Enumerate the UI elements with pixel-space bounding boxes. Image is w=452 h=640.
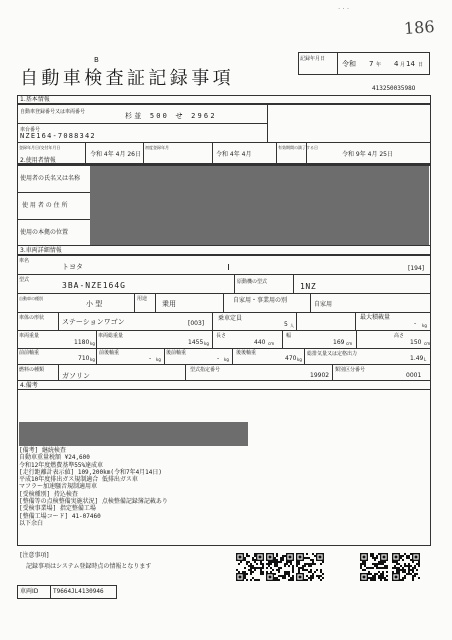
- first-reg-value: 令和 4年 4月: [216, 151, 252, 158]
- section4-header: 4.備考: [20, 382, 38, 389]
- front-rear-axle-label: 前後軸重: [99, 350, 120, 356]
- capacity-label: 乗車定員: [218, 315, 243, 322]
- record-date-day: 14: [406, 60, 415, 68]
- qr-code-5: [392, 553, 420, 581]
- remark-line: [走行距離計表示値] 109,200km(令和7年4月14日): [19, 468, 163, 476]
- base-location-label: 使用の本拠の位置: [20, 229, 69, 236]
- scan-mark: · · ·: [338, 5, 350, 13]
- rear-rear-axle-value: 470: [285, 355, 297, 362]
- redacted-remark: [19, 422, 248, 446]
- rear-rear-axle-label: 後後軸重: [236, 350, 257, 356]
- section1-header: 1.基本情報: [20, 96, 50, 103]
- first-reg-label: 初度登録年月: [145, 145, 169, 150]
- vehicle-id-value: T9664JL4130946: [53, 588, 104, 595]
- maker-code: [194]: [408, 265, 425, 272]
- remarks-list: [19, 447, 168, 527]
- remark-line: [受検種別] 持込検査: [19, 490, 78, 498]
- kind-value: 小 型: [86, 300, 103, 308]
- reg-date-label: 登録年月日/交付年月日: [19, 145, 61, 150]
- remark-line: [整備等の点検整備実施状況] 点検整備記録簿記載あり: [19, 498, 168, 506]
- reg-number-value: 杉並 500 せ 2962: [125, 112, 217, 120]
- fuel-label: 燃料の種類: [19, 367, 45, 373]
- record-date-label: 記録年月日: [300, 56, 326, 62]
- maker-value: トヨタ: [62, 263, 83, 271]
- use-label: 用途: [137, 296, 148, 302]
- length-value: 440: [254, 339, 266, 346]
- remark-line: マフラー加速騒音規制適用車: [19, 483, 98, 491]
- displacement-value: 1.49: [410, 355, 424, 362]
- record-date-year: 7: [369, 60, 374, 68]
- front-front-axle-value: 710: [78, 355, 90, 362]
- user-name-label: 使用者の氏名又は名称: [20, 175, 81, 182]
- record-date-era: 令和: [342, 60, 356, 68]
- weight-value: 1180: [74, 339, 90, 346]
- displacement-label: 総排気量又は定格出力: [307, 351, 358, 357]
- width-value: 169: [333, 339, 345, 346]
- notice-text: 記録事項はシステム登録時点の情報となります: [26, 563, 152, 570]
- engine-value: 1NZ: [300, 282, 317, 291]
- body-code: [003]: [188, 320, 205, 327]
- section-user-info: [17, 156, 431, 165]
- load-value: -: [414, 320, 417, 327]
- load-label: 最大積載量: [360, 314, 391, 321]
- remark-line: 以下余白: [19, 519, 44, 527]
- kind-label: 自動車の種別: [19, 296, 43, 301]
- record-date-month: 4: [394, 60, 399, 68]
- gross-value: 1455: [188, 339, 204, 346]
- body-label: 車体の形状: [19, 315, 45, 321]
- remark-line: 令和12年度燃費基準55%達成車: [19, 461, 104, 469]
- class-number-value: 0001: [406, 372, 422, 379]
- length-label: 長さ: [216, 333, 227, 339]
- section-vehicle-detail: [17, 246, 431, 255]
- height-label: 高さ: [394, 333, 405, 339]
- qr-code-2: [266, 553, 294, 581]
- width-label: 幅: [286, 333, 292, 339]
- model-label: 型式: [19, 277, 30, 283]
- redacted-user-block: [90, 166, 429, 245]
- expiry-value: 令和 9年 4月 25日: [342, 151, 393, 158]
- fuel-value: ガソリン: [62, 372, 90, 380]
- front-rear-axle-value: -: [149, 355, 152, 362]
- reg-date-value: 令和 4年 4月 26日: [90, 151, 141, 158]
- chassis-label: 車台番号: [20, 127, 41, 133]
- class-number-label: 類別区分番号: [335, 367, 366, 373]
- purpose-value: 自家用: [314, 301, 333, 308]
- use-value: 乗用: [162, 300, 176, 308]
- b-mark: B: [94, 56, 99, 64]
- maker-label: 車名: [19, 258, 30, 264]
- weight-label: 車両重量: [19, 333, 40, 339]
- model-value: 3BA-NZE164G: [62, 281, 126, 290]
- section2-header: 2.使用者情報: [20, 157, 56, 164]
- page-title: 自動車検査証記録事項: [20, 68, 234, 89]
- height-value: 150: [410, 339, 422, 346]
- remark-line: 平成10年度排出ガス規制適合 低排出ガス車: [19, 476, 138, 484]
- notice-header: [注意事項]: [20, 552, 49, 559]
- qr-code-4: [360, 553, 388, 581]
- qr-code-3: [296, 553, 324, 581]
- section3-header: 3.車両詳細情報: [20, 247, 62, 254]
- type-number-value: 19902: [310, 372, 330, 379]
- rear-front-axle-value: -: [217, 355, 220, 362]
- handwritten-number: 186: [403, 16, 436, 39]
- doc-number: 41325003598O: [372, 85, 416, 92]
- rear-front-axle-label: 後前軸重: [166, 350, 187, 356]
- user-address-label: 使 用 者 の 住 所: [22, 202, 68, 209]
- front-front-axle-label: 前前軸重: [19, 350, 40, 356]
- vehicle-inspection-record-page: · · · 186 B 記録年月日 令和 7 年 4 月 14 日 自動車検査証記録事項 41325003598O 1.基本情報 自動車登録番号又は車両番号 杉並 500 せ 2962 車台番号 NZE164-7088342 登録年月日/交付年月日 令和 4年 4月 26日 初度登録年月 令和 4年 4月 有効期間の満了する日 令和 9年 4月 25日 2.使用者情報 使用者の氏名又は名称 使 用 者 の 住 所 使用の本拠の位置 3.車両詳細情報 車名 トヨタ [194] 型式 3BA-NZE164G 原動機の型式 1NZ 自動車の種別 小 型 用途 乗用 自家用・事業用の別 自家用 車体の形状 ステーションワゴン [003] 乗車定員 5 人 最大積載量 - kg 車両重量 1180 kg 車両総重量 1455 kg 長さ 440 cm 幅 169 cm 高さ 150 cm 前前軸重 710 kg 前後軸重 - kg 後前軸重 - kg 後後軸重 470 kg 総排気量又は定格出力 1.49 L 燃料の種類 ガソリン 型式指定番号 19902 類別区分番号 0001 4.備考 [備考] 継続検査 自動車重量税額 ¥24,600 令和12年度燃費基準55%達成車 [走行距離計表示値] 109,200km(令和7年4月14日) 平成10年度排出ガス規制適合 低排出ガス車 マフラー加速騒音規制適用車 [受検種別] 持込検査 [整備等の点検整備実施状況] 点検整備記録簿記載あり [受検事業場] 指定整備工場 [整備工場コード] 41-07460 以下余白 [注意事項] 記録事項はシステム登録時点の情報となります 車両ID T9664JL4130946: [0, 0, 452, 640]
- body-value: ステーションワゴン: [62, 318, 125, 326]
- qr-code-1: [236, 553, 264, 581]
- remark-line: [備考] 継続検査: [19, 447, 66, 454]
- vehicle-id-label: 車両ID: [20, 588, 39, 595]
- remark-line: [整備工場コード] 41-07460: [19, 512, 101, 520]
- section-basic-info: [17, 95, 431, 104]
- chassis-value: NZE164-7088342: [20, 132, 96, 140]
- gross-label: 車両総重量: [98, 333, 124, 339]
- section-remarks: [17, 381, 431, 390]
- reg-number-label: 自動車登録番号又は車両番号: [20, 109, 86, 115]
- engine-label: 原動機の型式: [237, 279, 268, 285]
- purpose-label: 自家用・事業用の別: [233, 297, 288, 304]
- remark-line: [受検事業場] 指定整備工場: [19, 505, 96, 513]
- type-number-label: 型式指定番号: [190, 367, 221, 373]
- remark-line: 自動車重量税額 ¥24,600: [19, 454, 90, 462]
- capacity-value: 5: [284, 321, 288, 328]
- expiry-label: 有効期間の満了する日: [278, 145, 318, 150]
